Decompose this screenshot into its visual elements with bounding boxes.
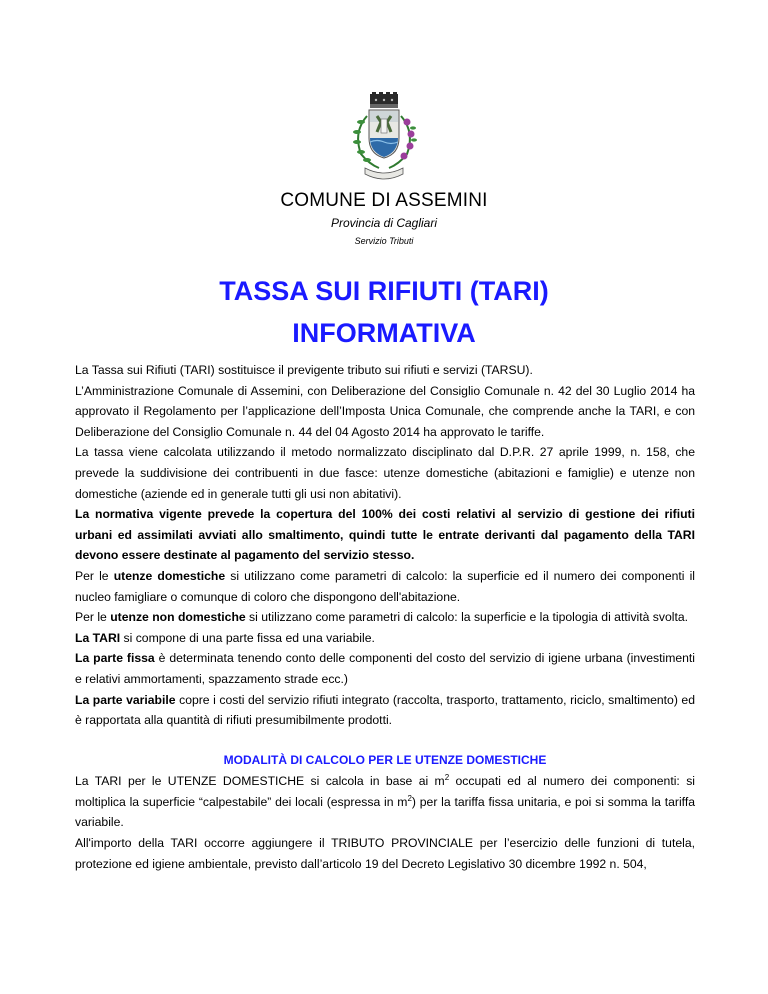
text-run: occupati ed al numero dei componenti: si moltiplica la superficie “calpestabile” dei locali (espressa in m bbox=[75, 774, 695, 809]
paragraph-normativa: La normativa vigente prevede la copertura del 100% dei costi relativi al servizio di gestione dei rifiuti urbani ed assimilati avviati allo smaltimento, quindi tutte le entrate derivanti dal pagamento della TARI devono essere destinate al pagamento del servizio stesso. bbox=[75, 507, 695, 563]
paragraph-utenze-domestiche bbox=[75, 566, 695, 607]
servizio-label: Servizio Tributi bbox=[354, 236, 414, 246]
paragraph-intro: La Tassa sui Rifiuti (TARI) sostituisce il previgente tributo sui rifiuti e servizi (TARSU). bbox=[75, 363, 533, 377]
paragraph-parte-variabile bbox=[75, 690, 695, 731]
bold-term: La parte fissa bbox=[75, 651, 155, 666]
paragraph-utenze-non-domestiche bbox=[75, 607, 695, 628]
text-run: si compone di una parte fissa ed una variabile. bbox=[120, 630, 375, 645]
municipal-crest-icon bbox=[343, 92, 425, 184]
superscript: 2 bbox=[407, 793, 412, 803]
bold-term: utenze domestiche bbox=[113, 568, 226, 583]
document-body bbox=[75, 360, 695, 874]
paragraph-tari bbox=[75, 628, 695, 649]
paragraph-calcolo bbox=[75, 771, 695, 833]
comune-name: COMUNE DI ASSEMINI bbox=[280, 190, 488, 211]
text-run: Per le bbox=[75, 568, 114, 583]
document-title: TASSA SUI RIFIUTI (TARI) bbox=[219, 276, 549, 306]
superscript: 2 bbox=[444, 773, 450, 783]
paragraph-parte-fissa bbox=[75, 648, 695, 689]
text-run: La TARI per le UTENZE DOMESTICHE si calcola in base ai m bbox=[75, 774, 445, 789]
paragraph-tributo-provinciale: All'importo della TARI occorre aggiungere il TRIBUTO PROVINCIALE per l’esercizio delle funzioni di tutela, protezione ed igiene ambientale, previsto dall’articolo 19 del Decreto Legislativo 30 dicembre 1992 n. 504, bbox=[75, 836, 695, 871]
text-run: si utilizzano come parametri di calcolo: la superficie ed il numero dei componenti il nucleo famigliare o comunque di coloro che dispongono dell'abitazione. bbox=[75, 568, 695, 604]
document-subtitle: INFORMATIVA bbox=[292, 318, 476, 348]
text-run: Per le bbox=[75, 610, 111, 625]
text-run: è determinata tenendo conto delle componenti del costo del servizio di igiene urbana (investimenti e relativi ammortamenti, spazzamento strade ecc.) bbox=[75, 651, 696, 686]
section-heading: MODALITÀ DI CALCOLO PER LE UTENZE DOMESTICHE bbox=[223, 752, 547, 767]
paragraph-metodo: La tassa viene calcolata utilizzando il metodo normalizzato disciplinato dal D.P.R. 27 aprile 1999, n. 158, che prevede la suddivisione dei contribuenti in due fasce: utenze domestiche (abitazioni e famiglie) e utenze non domestiche (aziende ed in generale tutti gli usi non abitativi). bbox=[75, 445, 695, 501]
bold-term: La parte variabile bbox=[75, 692, 176, 707]
provincia-label: Provincia di Cagliari bbox=[330, 216, 438, 230]
text-run: si utilizzano come parametri di calcolo: la superficie e la tipologia di attività svolta. bbox=[245, 610, 689, 625]
bold-term: utenze non domestiche bbox=[110, 610, 246, 625]
paragraph-deliberazioni: L’Amministrazione Comunale di Assemini, con Deliberazione del Consiglio Comunale n. 42 del 30 Luglio 2014 ha approvato il Regolamento per l’applicazione dell’Imposta Unica Comunale, che comprende anche la TARI, e con Deliberazione del Consiglio Comunale n. 44 del 04 Agosto 2014 ha approvato le tariffe. bbox=[75, 383, 695, 439]
bold-term: La TARI bbox=[75, 630, 121, 645]
text-run: copre i costi del servizio rifiuti integrato (raccolta, trasporto, trattamento, riciclo, smaltimento) ed è rapportata alla quantità di rifiuti presumibilmente prodotti. bbox=[75, 692, 695, 728]
text-run: ) per la tariffa fissa unitaria, e poi si somma la tariffa variabile. bbox=[75, 794, 695, 830]
